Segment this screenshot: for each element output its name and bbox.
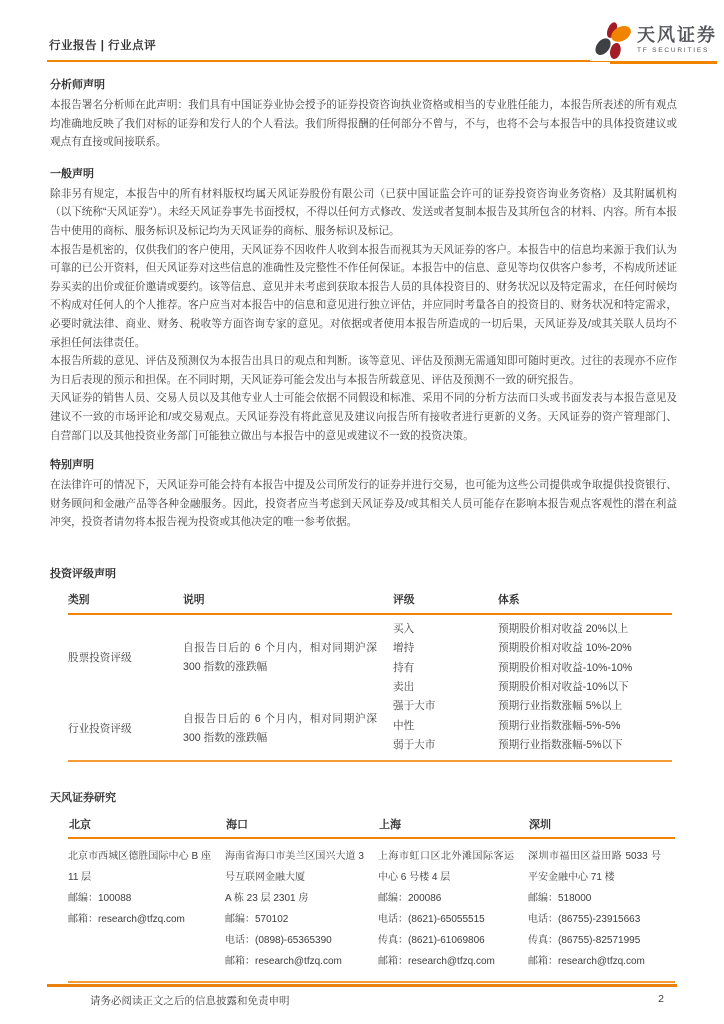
rating-col-header-description: 说明 [183,590,393,614]
office-postcode: 邮编：100088 [68,893,132,905]
office-email: 邮箱：research@tfzq.com [68,914,185,926]
office-address: A 栋 23 层 2301 房 [225,893,309,905]
rating-col-header-category: 类别 [68,590,183,614]
general-statement-paragraph: 本报告是机密的，仅供我们的客户使用，天风证券不因收件人收到本报告而视其为天风证券的客户。本报告中的信息均来源于我们认为可靠的已公开资料，但天风证券对这些信息的准确性及完整性不作任何保证。本报告中的信息、意见等均仅供客户参考，不构成所述证券买卖的出价或征价邀请或要约。该等信息、意见并未考虑到获取本报告人员的具体投资目的、财务状况以及特定需求，在任何时候均不构成对任何人的个人推荐。客户应当对本报告中的信息和意见进行独立评估，并应同时考量各自的投资目的、财务状况和特定需求，必要时就法律、商业、财务、税收等方面咨询专家的意见。对依据或者使用本报告所造成的一切后果，天风证券及/或其关联人员均不承担任何法律责任。 [50,243,677,349]
office-city-shenzhen: 深圳 [528,816,675,839]
rating-system: 预期行业指数涨幅-5%以下 [498,739,623,752]
rating-label: 中性 [393,719,415,732]
rating-system: 预期股价相对收益-10%-10% [498,661,633,674]
office-city-beijing: 北京 [68,816,225,839]
page-number: 2 [658,993,664,1005]
rating-col-header-rating: 评级 [393,590,498,614]
rating-label: 增持 [393,642,415,655]
general-statement-paragraph: 天风证券的销售人员、交易人员以及其他专业人士可能会依据不同假设和标准、采用不同的分析方法而口头或书面发表与本报告意见及建议不一致的市场评论和/或交易观点。天风证券没有将此意见及建议向报告所有接收者进行更新的义务。天风证券的资产管理部门、自营部门以及其他投资业务部门可能独立做出与本报告中的意见或建议不一致的投资决策。 [50,392,677,442]
rating-system: 预期行业指数涨幅 5%以上 [498,700,623,713]
special-statement-title: 特别声明 [50,459,94,472]
office-email: 邮箱：research@tfzq.com [378,956,495,968]
rating-label: 买入 [393,622,415,635]
office-phone: 电话：(86755)-23915663 [528,914,641,926]
office-address: 北京市西城区德胜国际中心 B 座 11 层 [68,851,211,884]
office-address: 上海市虹口区北外滩国际客运中心 6 号楼 4 层 [378,851,514,884]
rating-label: 强于大市 [393,700,436,713]
rating-label: 弱于大市 [393,739,436,752]
breadcrumb: 行业报告 | 行业点评 [49,40,157,52]
brand-subtitle: TF SECURITIES [637,47,710,54]
office-shanghai [378,846,528,972]
office-city-shanghai: 上海 [378,816,528,839]
office-shenzhen [528,846,675,972]
table-row [68,697,672,716]
industry-rating-description: 自报告日后的 6 个月内，相对同期沪深 300 指数的涨跌幅 [183,712,377,744]
footer-divider [47,984,677,987]
rating-label: 卖出 [393,681,415,694]
rating-system: 预期行业指数涨幅-5%-5% [498,719,621,732]
office-address: 深圳市福田区益田路 5033 号平安金融中心 71 楼 [528,851,661,884]
office-beijing [68,846,225,972]
table-row [68,614,672,639]
office-address: 海南省海口市美兰区国兴大道 3 号互联网金融大厦 [225,851,364,884]
rating-label: 持有 [393,661,415,674]
main-content [47,63,677,983]
office-haikou [225,846,378,972]
rating-statement-title: 投资评级声明 [50,567,116,580]
office-postcode: 邮编：518000 [528,893,592,905]
footer-disclaimer: 请务必阅读正文之后的信息披露和免责申明 [90,995,290,1007]
rating-table-header-row [68,590,672,614]
analyst-statement-title: 分析师声明 [50,79,105,91]
general-statement-paragraph: 本报告所载的意见、评估及预测仅为本报告出具日的观点和判断。该等意见、评估及预测无需通知即可随时更改。过往的表现亦不应作为日后表现的预示和担保。在不同时期，天风证券可能会发出与本报告所载意见、评估及预测不一致的研究报告。 [50,355,677,386]
office-city-haikou: 海口 [225,816,378,839]
industry-rating-category: 行业投资评级 [68,722,132,735]
brand-logo [590,21,717,61]
rating-system: 预期股价相对收益 20%以上 [498,622,629,635]
rating-system: 预期股价相对收益-10%以下 [498,681,629,694]
office-postcode: 邮编：570102 [225,914,289,926]
tf-securities-pinwheel-icon [594,21,632,61]
brand-text [637,21,717,54]
special-statement-body: 在法律许可的情况下，天风证券可能会持有本报告中提及公司所发行的证券并进行交易，也可能为这些公司提供或争取提供投资银行、财务顾问和金融产品等各种金融服务。因此，投资者应当考虑到天风证券及/或其相关人员可能存在影响本报告观点客观性的潜在利益冲突，投资者请勿将本报告视为投资或其他决定的唯一参考依据。 [50,479,677,529]
rating-col-header-system: 体系 [498,590,672,614]
research-section-title: 天风证券研究 [50,792,116,805]
office-email: 邮箱：research@tfzq.com [225,956,342,968]
brand-name: 天风证券 [637,25,717,45]
office-email: 邮箱：research@tfzq.com [528,956,645,968]
rating-system: 预期股价相对收益 10%-20% [498,642,632,655]
research-offices-grid [68,816,675,983]
rating-table [68,590,672,763]
office-fax: 传真：(8621)-61069806 [378,935,485,947]
stock-rating-category: 股票投资评级 [68,651,132,664]
page-header [47,0,717,62]
stock-rating-description: 自报告日后的 6 个月内，相对同期沪深 300 指数的涨跌幅 [183,642,377,674]
office-phone: 电话：(0898)-65365390 [225,935,332,947]
office-phone: 电话：(8621)-65055515 [378,914,485,926]
analyst-statement-body: 本报告署名分析师在此声明：我们具有中国证券业协会授予的证券投资咨询执业资格或相当的专业胜任能力，本报告所表述的所有观点均准确地反映了我们对标的证券和发行人的个人看法。我们所得报酬的任何部分不曾与，不与，也将不会与本报告中的具体投资建议或观点有直接或间接联系。 [50,99,677,149]
office-fax: 传真：(86755)-82571995 [528,935,641,947]
general-statement-title: 一般声明 [50,167,94,180]
general-statement-paragraph: 除非另有规定，本报告中的所有材料版权均属天风证券股份有限公司（已获中国证监会许可的证券投资咨询业务资格）及其附属机构（以下统称“天风证券”）。未经天风证券事先书面授权，不得以任何方式修改、发送或者复制本报告及其所包含的材料、内容。所有本报告中使用的商标、服务标识及标记均为天风证券的商标、服务标识及标记。 [50,187,677,237]
office-postcode: 邮编：200086 [378,893,442,905]
